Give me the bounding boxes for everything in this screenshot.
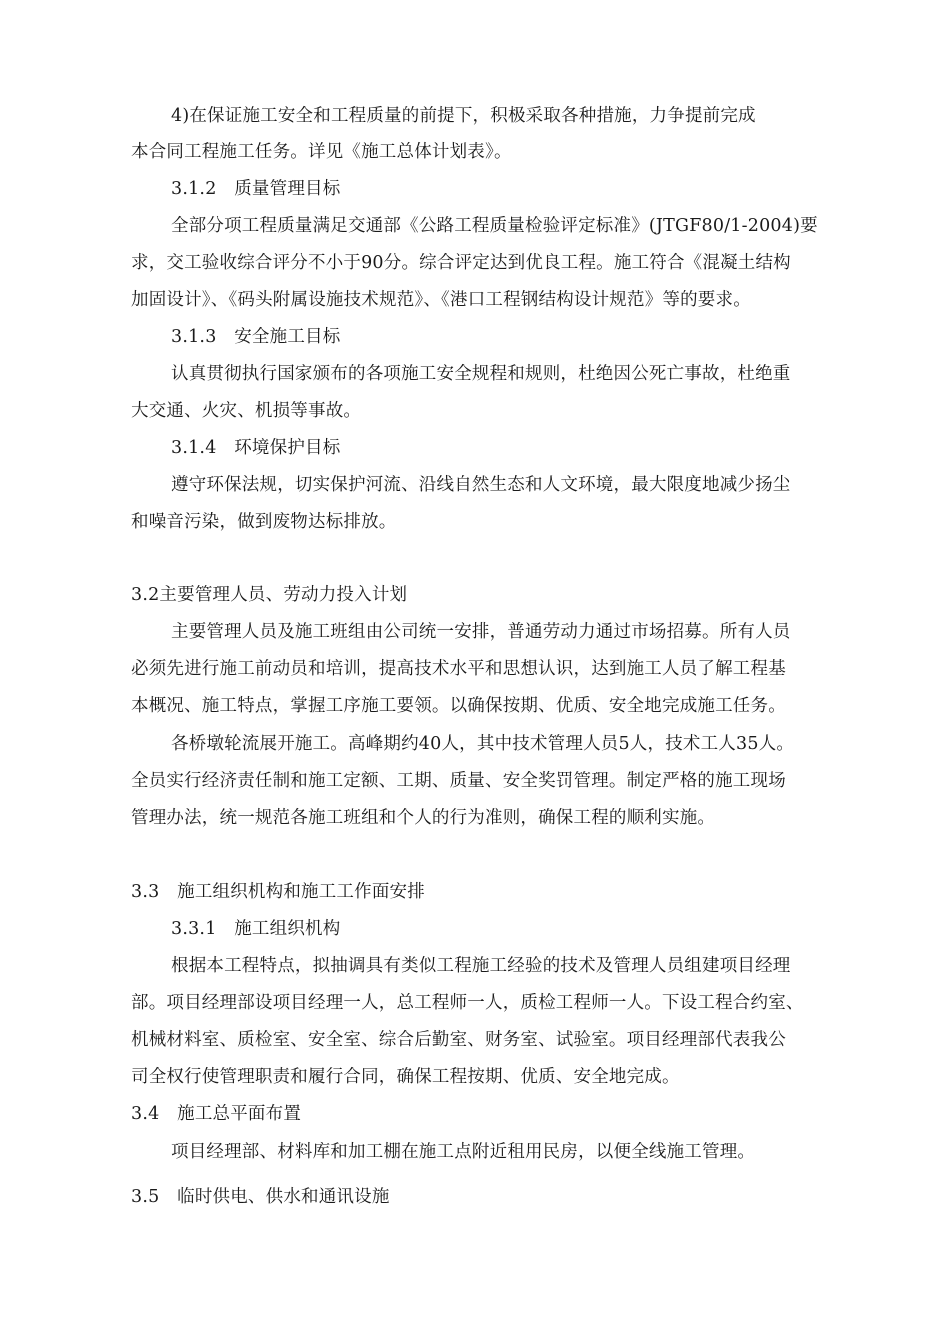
paragraph-line: 求，交工验收综合评分不小于90分。综合评定达到优良工程。施工符合《混凝土结构 (131, 253, 791, 273)
paragraph-line: 根据本工程特点，拟抽调具有类似工程施工经验的技术及管理人员组建项目经理 (171, 956, 791, 976)
paragraph-line: 加固设计》、《码头附属设施技术规范》、《港口工程钢结构设计规范》等的要求。 (131, 290, 751, 310)
paragraph-line: 4)在保证施工安全和工程质量的前提下，积极采取各种措施，力争提前完成 (171, 106, 756, 126)
paragraph-line: 全部分项工程质量满足交通部《公路工程质量检验评定标准》(JTGF80/1-2004)要 (171, 216, 818, 236)
subsection-heading: 3.1.4 环境保护目标 (171, 438, 341, 458)
paragraph-line: 部。项目经理部设项目经理一人，总工程师一人，质检工程师一人。下设工程合约室、 (131, 993, 804, 1013)
paragraph-line: 项目经理部、材料库和加工棚在施工点附近租用民房，以便全线施工管理。 (171, 1142, 756, 1162)
section-heading: 3.4 施工总平面布置 (131, 1104, 302, 1124)
paragraph-line: 机械材料室、质检室、安全室、综合后勤室、财务室、试验室。项目经理部代表我公 (131, 1030, 786, 1050)
section-heading: 3.5 临时供电、供水和通讯设施 (131, 1187, 390, 1207)
paragraph-line: 遵守环保法规，切实保护河流、沿线自然生态和人文环境，最大限度地减少扬尘 (171, 475, 791, 495)
section-heading: 3.2主要管理人员、劳动力投入计划 (131, 585, 408, 605)
paragraph-line: 各桥墩轮流展开施工。高峰期约40人，其中技术管理人员5人，技术工人35人。 (171, 734, 795, 754)
paragraph-line: 全员实行经济责任制和施工定额、工期、质量、安全奖罚管理。制定严格的施工现场 (131, 771, 786, 791)
paragraph-line: 必须先进行施工前动员和培训，提高技术水平和思想认识，达到施工人员了解工程基 (131, 659, 786, 679)
paragraph-line: 本概况、施工特点，掌握工序施工要领。以确保按期、优质、安全地完成施工任务。 (131, 696, 786, 716)
subsection-heading: 3.1.3 安全施工目标 (171, 327, 341, 347)
paragraph-line: 管理办法，统一规范各施工班组和个人的行为准则，确保工程的顺利实施。 (131, 808, 716, 828)
paragraph-line: 认真贯彻执行国家颁布的各项施工安全规程和规则，杜绝因公死亡事故，杜绝重 (171, 364, 791, 384)
paragraph-line: 和噪音污染，做到废物达标排放。 (131, 512, 397, 532)
paragraph-line: 司全权行使管理职责和履行合同，确保工程按期、优质、安全地完成。 (131, 1067, 680, 1087)
paragraph-line: 本合同工程施工任务。详见《施工总体计划表》。 (131, 142, 512, 162)
paragraph-line: 大交通、火灾、机损等事故。 (131, 401, 362, 421)
subsection-heading: 3.3.1 施工组织机构 (171, 919, 341, 939)
paragraph-line: 主要管理人员及施工班组由公司统一安排，普通劳动力通过市场招募。所有人员 (171, 622, 791, 642)
subsection-heading: 3.1.2 质量管理目标 (171, 179, 341, 199)
section-heading: 3.3 施工组织机构和施工工作面安排 (131, 882, 425, 902)
